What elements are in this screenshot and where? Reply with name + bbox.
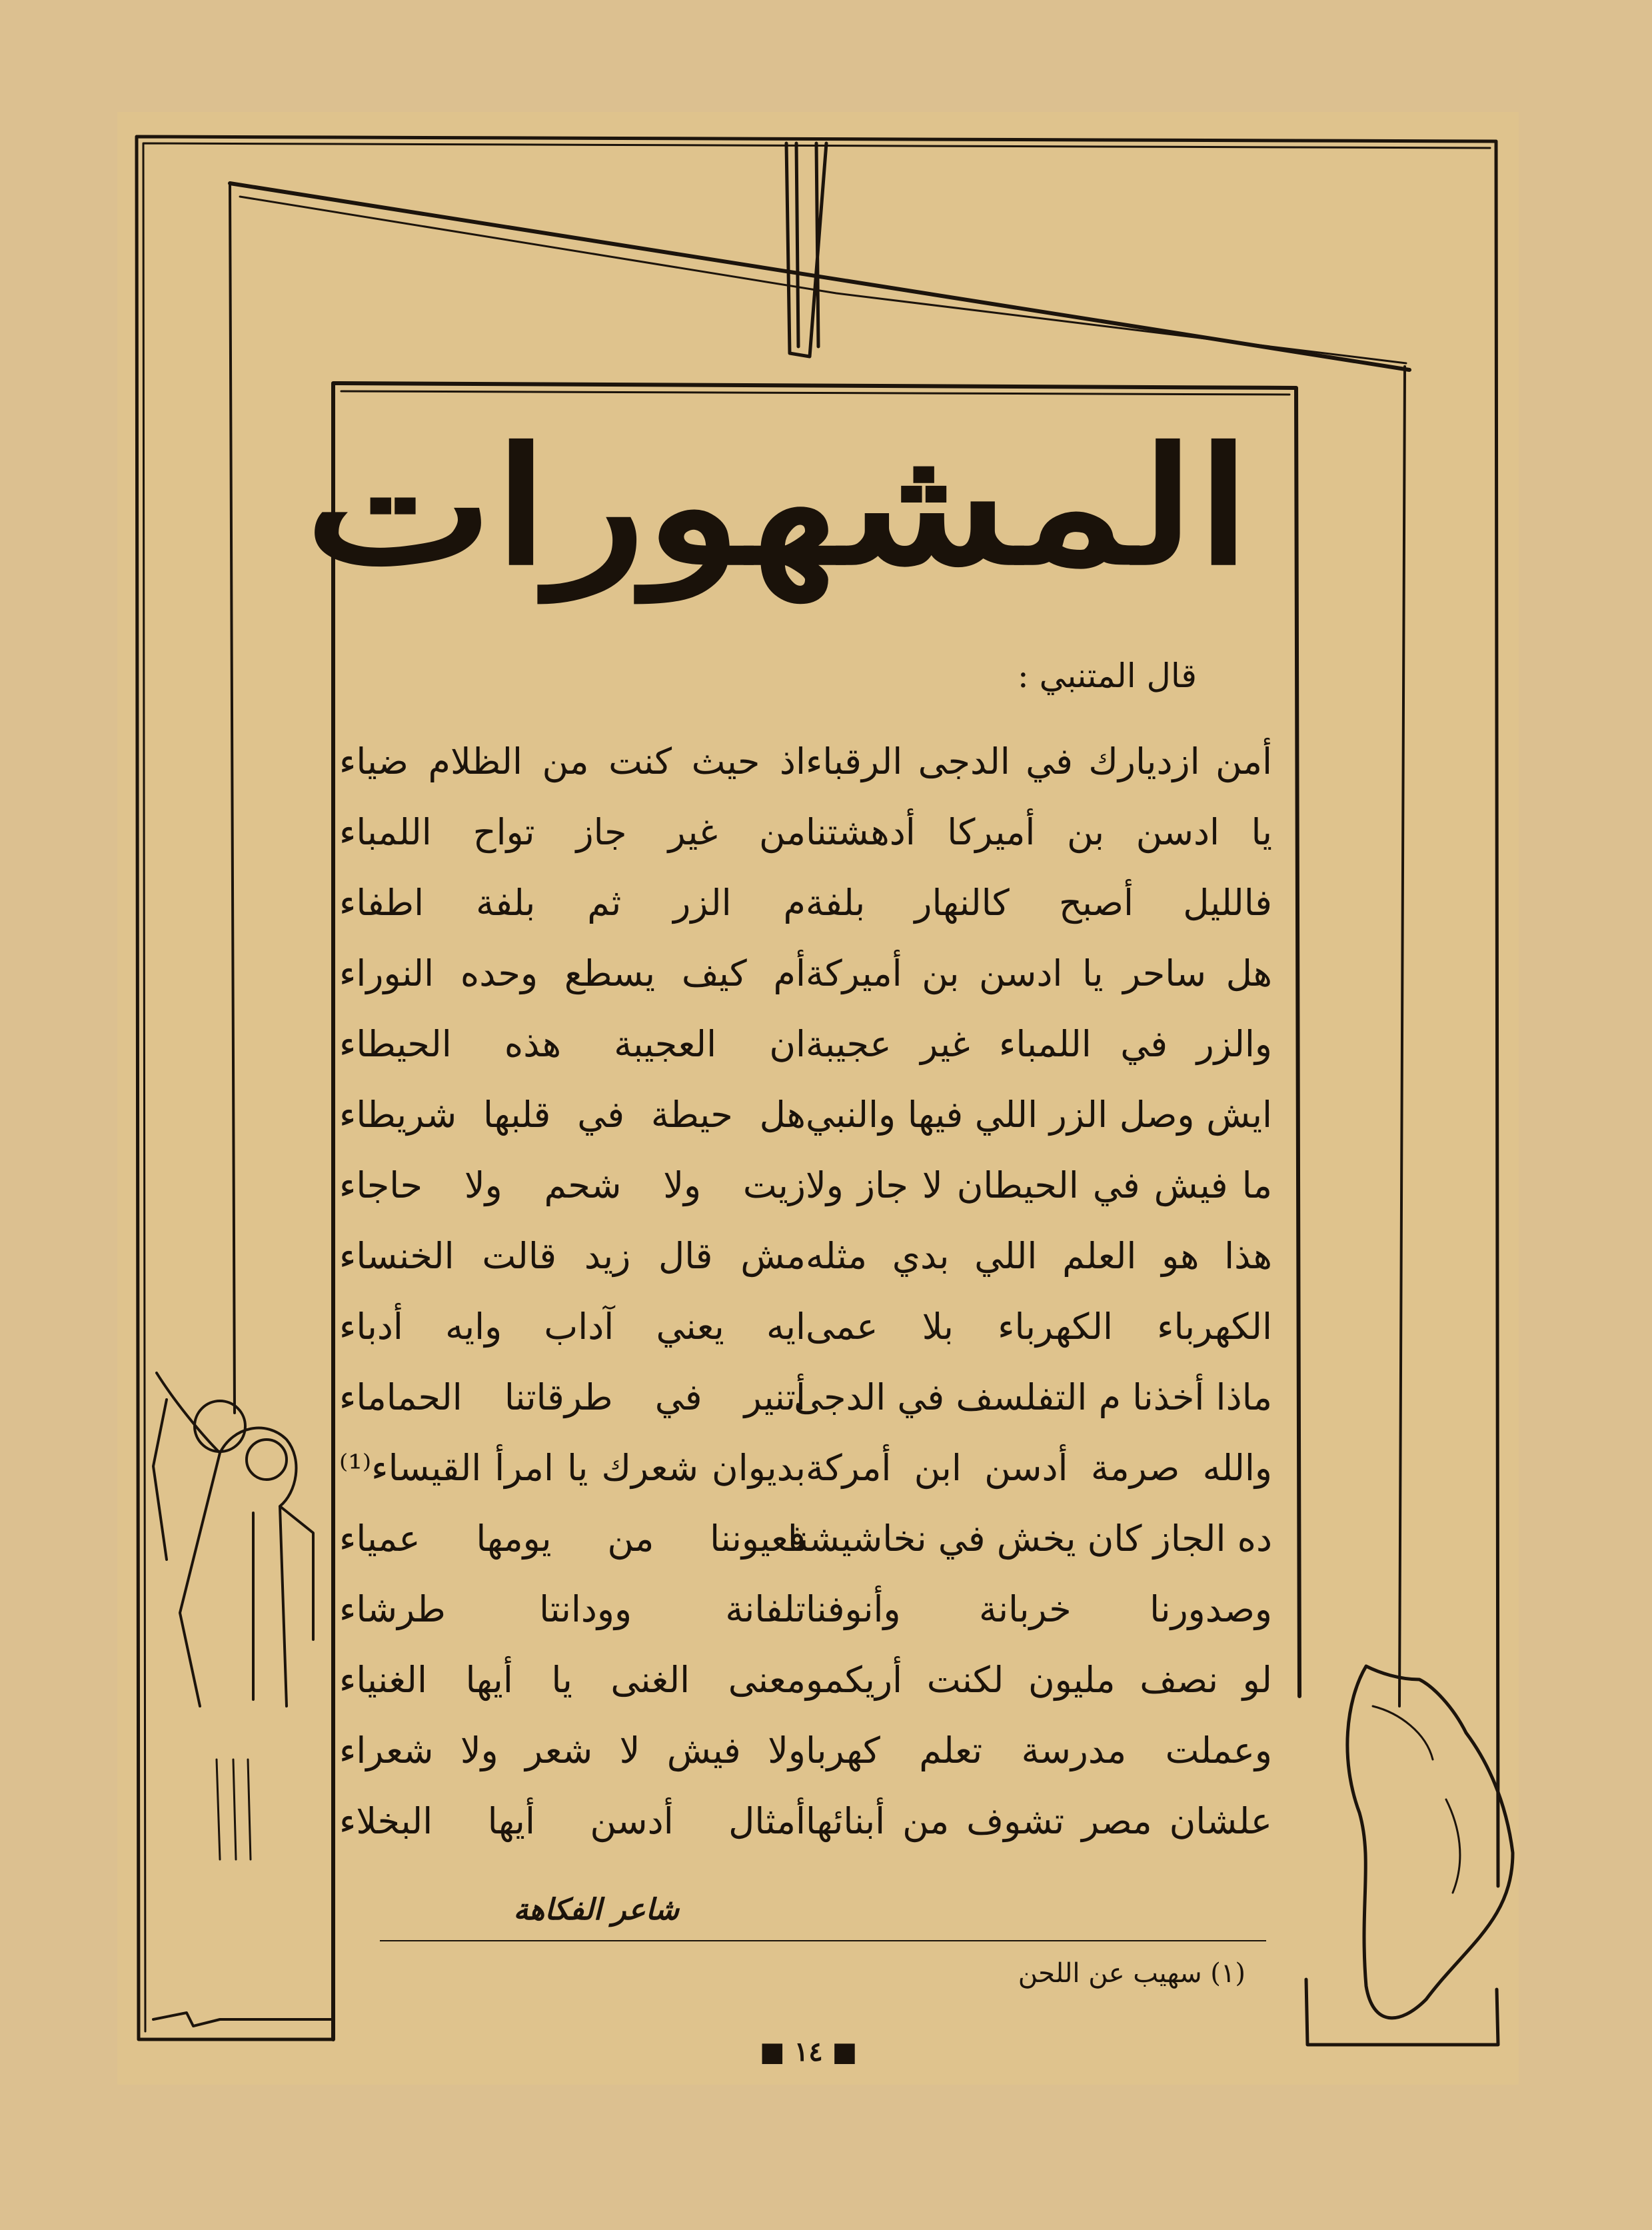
inner-frame-bottom [1306, 1979, 1498, 2045]
verse-line: هذا هو العلم اللي بدي مثله [806, 1235, 1272, 1277]
verse-line: يا ادسن بن أميركا أدهشتنا [806, 811, 1272, 853]
poem-intro: قال المتنبي : [1017, 656, 1197, 695]
verse-line: وصدورنا خربانة وأنوفنا [806, 1588, 1272, 1630]
verse-line: م الزر ثم بلفة اطفاء [339, 882, 806, 924]
verse-line: ما فيش في الحيطان لا جاز ولا [806, 1164, 1272, 1206]
verse-line: هل ساحر يا ادسن بن أميركة [806, 952, 1272, 994]
verse-line: أم كيف يسطع وحده النوراء [339, 952, 806, 994]
verse-line: علشان مصر تشوف من أبنائها [806, 1800, 1272, 1842]
verse-line: ايش وصل الزر اللي فيها والنبي [806, 1094, 1272, 1136]
left-rope [230, 183, 235, 1413]
poem-column-right [787, 726, 1272, 1857]
inner-frame-inner [341, 391, 1289, 395]
verse-line: معنى الغنى يا أيها الغنياء [339, 1659, 806, 1701]
poem-column-left [339, 726, 806, 1857]
verse-line: والله صرمة أدسن ابن أمركة [806, 1447, 1272, 1489]
verse-line: ده الجاز كان يخش في نخاشيشنا [787, 1518, 1272, 1560]
verse-line: ان العجيبة هذه الحيطاء [339, 1023, 806, 1065]
verse-line: من غير جاز تواح اللمباء [339, 811, 806, 853]
verse-line: أمثال أدسن أيها البخلاء [339, 1800, 806, 1842]
verse-line: ماذا أخذنا م التفلسف في الدجى [794, 1376, 1272, 1418]
verse-line: زيت ولا شحم ولا حاجاء [339, 1164, 806, 1206]
verse-line: بديوان شعرك يا امرأ القيساء⁽¹⁾ [339, 1447, 806, 1489]
hanging-boot [1347, 1666, 1513, 2018]
verse-line: والزر في اللمباء غير عجيبة [806, 1023, 1272, 1065]
crowd-figures [153, 1373, 313, 1706]
verse-line: فعيوننا من يومها عمياء [339, 1518, 806, 1560]
wall-lines [217, 1759, 251, 1859]
verse-line: أمن ازديارك في الدجى الرقباء [806, 740, 1272, 782]
verse-line: ايه يعني آداب وايه أدباء [339, 1306, 806, 1348]
verse-line: هل حيطة في قلبها شريطاء [339, 1094, 806, 1136]
figure-head [195, 1401, 245, 1452]
verse-line: تلفانة وودانتا طرشاء [339, 1588, 806, 1630]
verse-line: الكهرباء الكهرباء بلا عمى [806, 1306, 1272, 1348]
verse-line: اذ حيث كنت من الظلام ضياء [339, 740, 806, 782]
verse-line: لو نصف مليون لكنت أريكمو [806, 1659, 1272, 1701]
boot-lace [1373, 1706, 1460, 1893]
right-rope [1399, 367, 1405, 1706]
page-title: المشهورات [305, 413, 1251, 600]
verse-line: وعملت مدرسة تعلم كهربا [806, 1729, 1272, 1771]
verse-line: ولا فيش لا شعر ولا شعراء [339, 1729, 806, 1771]
hanging-string [240, 197, 1406, 363]
page-number: ■ ١٤ ■ [760, 2036, 858, 2067]
verse-line: أتنير في طرقاتنا الحماماء [339, 1376, 806, 1418]
author-signature: شاعر الفكاهة [513, 1893, 679, 1927]
figure-head-2 [247, 1440, 287, 1480]
verse-line: فالليل أصبح كالنهار بلفة [806, 882, 1272, 924]
clothes-peg [786, 143, 826, 357]
footnote: (١) سهيب عن اللحن [1018, 1958, 1245, 1989]
verse-line: مش قال زيد قالت الخنساء [339, 1235, 806, 1277]
floor-line [153, 2013, 333, 2026]
